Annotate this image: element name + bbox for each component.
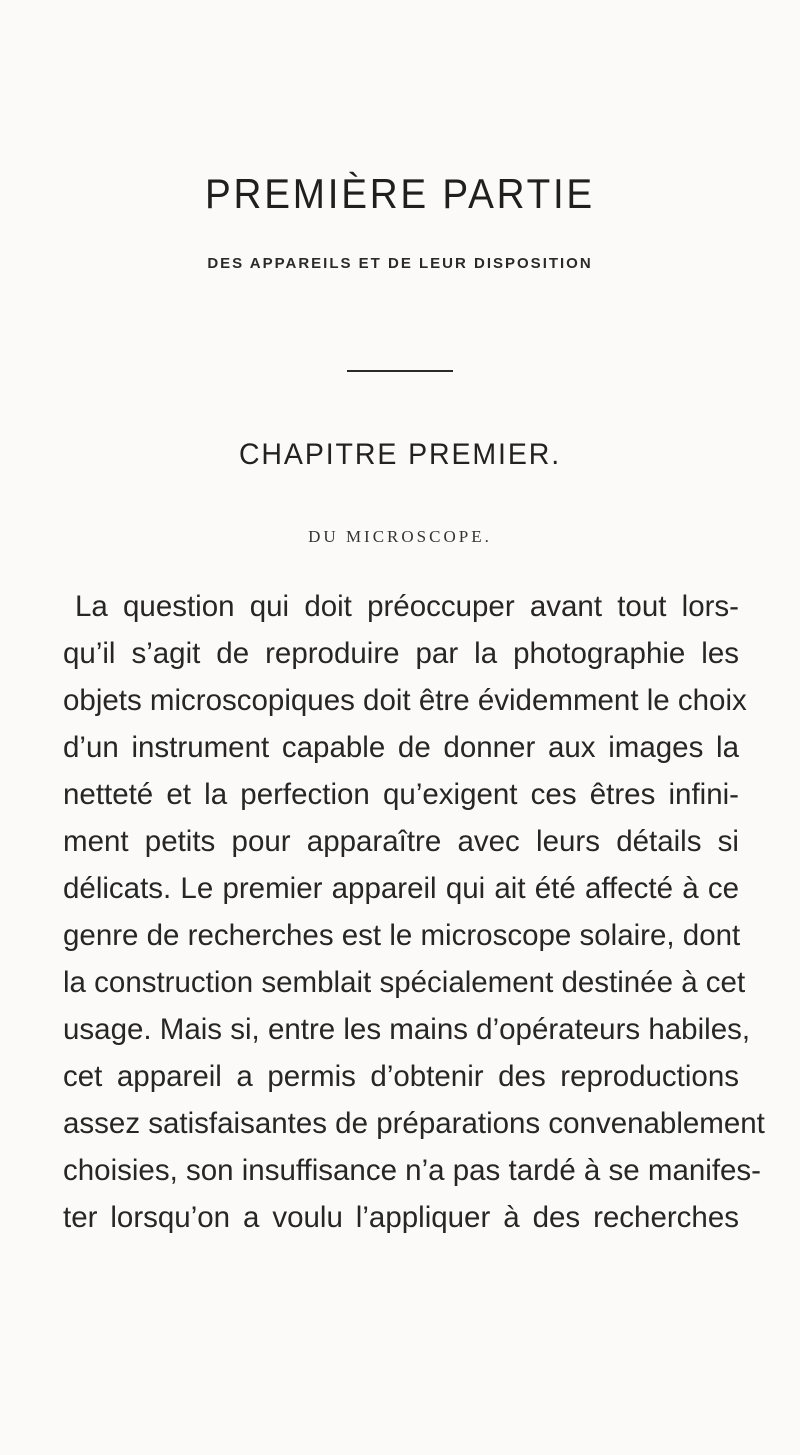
text-line: la construction semblait spécialement destinée à cet — [63, 966, 746, 999]
text-line: assez satisfaisantes de préparations convenablement — [63, 1107, 765, 1140]
part-title: PREMIÈRE PARTIE — [205, 170, 595, 217]
divider-rule — [347, 370, 453, 372]
text-line: délicats. Le premier appareil qui ait été affecté à ce — [63, 872, 739, 905]
text-line: qu’il s’agit de reproduire par la photographie les — [63, 637, 739, 670]
text-line: cet appareil a permis d’obtenir des reproductions — [63, 1060, 739, 1093]
body-paragraph — [63, 583, 765, 1241]
text-line: ter lorsqu’on a voulu l’appliquer à des recherches — [63, 1201, 739, 1234]
text-line: usage. Mais si, entre les mains d’opérateurs habiles, — [63, 1013, 751, 1046]
section-title: DU MICROSCOPE. — [308, 527, 492, 546]
text-line: choisies, son insuffisance n’a pas tardé à se manifes- — [63, 1154, 762, 1187]
text-line: d’un instrument capable de donner aux images la — [63, 731, 739, 764]
chapter-title: CHAPITRE PREMIER. — [238, 438, 562, 471]
text-line: genre de recherches est le microscope solaire, dont — [63, 919, 741, 952]
text-line: La question qui doit préoccuper avant tout lors- — [75, 590, 739, 623]
text-line: netteté et la perfection qu’exigent ces êtres infini- — [63, 778, 739, 811]
part-subtitle: DES APPAREILS ET DE LEUR DISPOSITION — [207, 255, 593, 272]
text-line: objets microscopiques doit être évidemment le choix — [63, 684, 747, 717]
text-line: ment petits pour apparaître avec leurs détails si — [63, 825, 739, 858]
